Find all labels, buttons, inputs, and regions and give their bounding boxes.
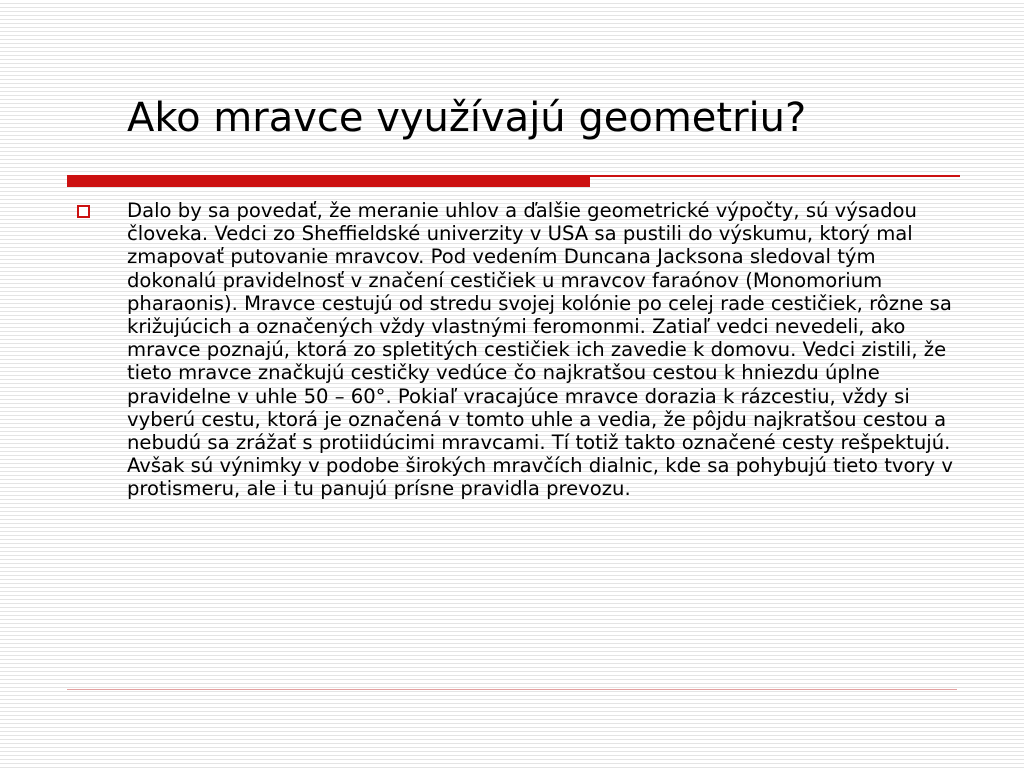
hollow-square-bullet-icon (77, 205, 90, 218)
title-underline-thin (590, 175, 960, 177)
slide-title: Ako mravce využívajú geometriu? (127, 95, 807, 141)
bullet-text: Dalo by sa povedať, že meranie uhlov a ďalšie geometrické výpočty, sú výsadou človeka. Vedci zo Sheffieldské univerzity v USA sa pustili do výskumu, ktorý mal zmapovať putovanie mravcov. Pod vedením Duncana Jacksona sledoval tým dokonalú pravidelnosť v značení cestičiek u mravcov faraónov (Monomorium pharaonis). Mravce cestujú od stredu svojej kolónie po celej rade cestičiek, rôzne sa križujúcich a označených vždy vlastnými feromonmi. Zatiaľ vedci nevedeli, ako mravce poznajú, ktorá zo spletitých cestičiek ich zavedie k domovu. Vedci zistili, že tieto mravce značkujú cestičky vedúce čo najkratšou cestou k hniezdu úplne pravidelne v uhle 50 – 60°. Pokiaľ vracajúce mravce dorazia k rázcestiu, vždy si vyberú cestu, ktorá je označená v tomto uhle a vedia, že pôjdu najkratšou cestou a nebudú sa zrážať s protiidúcimi mravcami. Tí totiž takto označené cesty rešpektujú. Avšak sú výnimky v podobe širokých mravčích dialnic, kde sa pohybujú tieto tvory v protismeru, ale i tu panujú prísne pravidla prevozu. (127, 199, 953, 501)
bullet-item (74, 199, 954, 501)
slide-body (74, 199, 954, 501)
footer-divider (67, 689, 957, 690)
title-underline-thick (67, 175, 590, 187)
